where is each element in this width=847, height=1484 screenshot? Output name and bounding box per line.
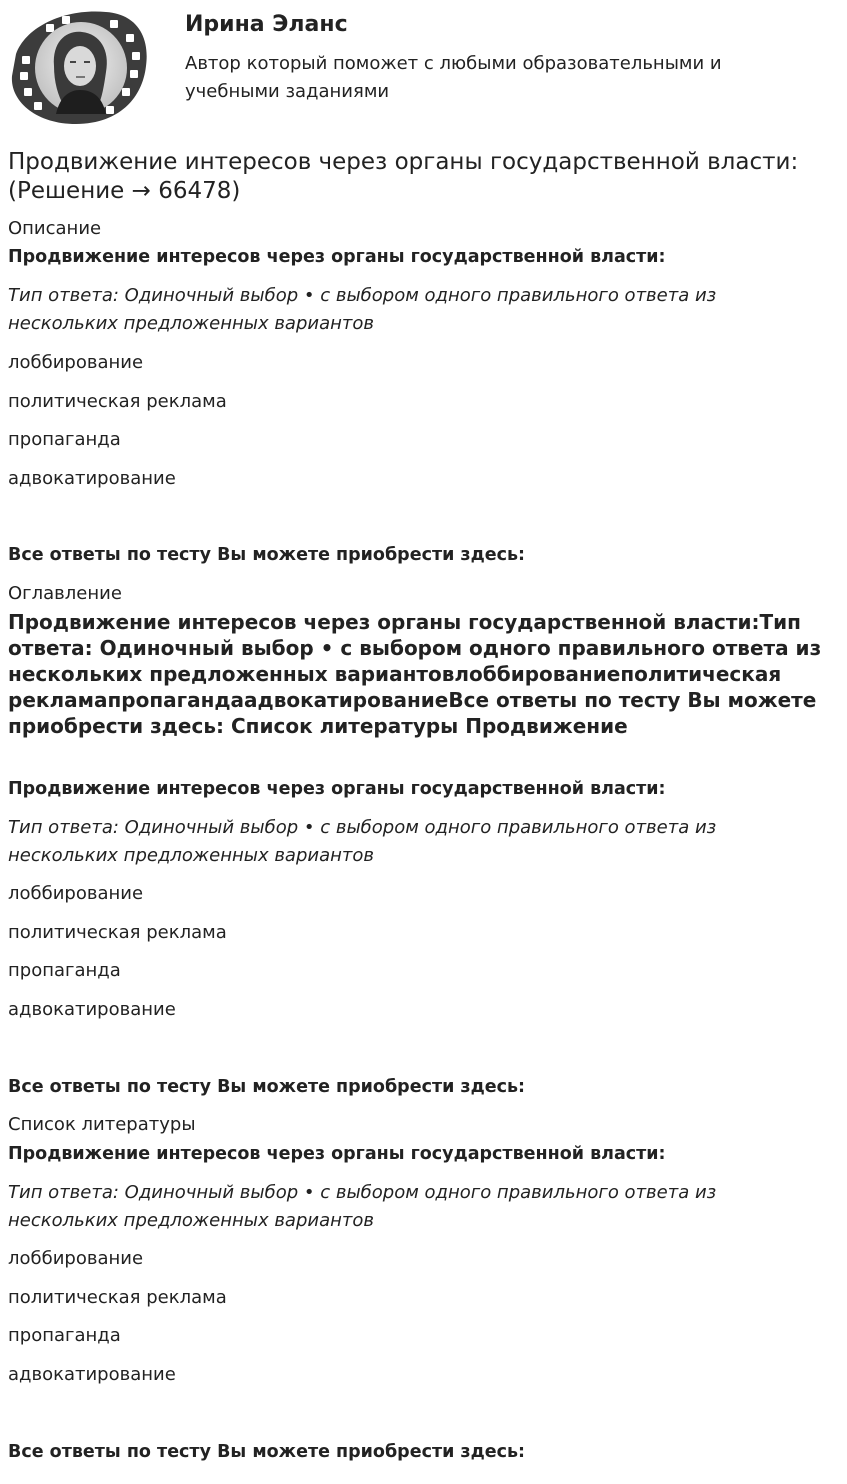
buy-answers-text[interactable]: Все ответы по тесту Вы можете приобрести здесь: [8, 1077, 526, 1097]
option-item: лоббирование [8, 1248, 144, 1269]
options-list [8, 882, 227, 1036]
option-item: пропаганда [8, 429, 121, 450]
options-list [8, 1247, 227, 1401]
question-title: Продвижение интересов через органы государственной власти: [8, 779, 666, 799]
option-item: политическая реклама [8, 390, 227, 412]
question-title: Продвижение интересов через органы государственной власти: [8, 1144, 666, 1164]
answer-type-text: Тип ответа: Одиночный выбор • с выбором одного правильного ответа из нескольких предложенных вариантов [8, 285, 717, 334]
options-list [8, 351, 227, 505]
answer-type-text: Тип ответа: Одиночный выбор • с выбором одного правильного ответа из нескольких предложенных вариантов [8, 1182, 717, 1231]
buy-answers-text[interactable]: Все ответы по тесту Вы можете приобрести здесь: [8, 545, 526, 565]
question-title: Продвижение интересов через органы государственной власти: [8, 247, 666, 267]
author-name[interactable]: Ирина Эланс [185, 12, 348, 37]
option-item: лоббирование [8, 352, 144, 373]
author-description: Автор который поможет с любыми образовательными и учебными заданиями [185, 53, 722, 102]
avatar-film-frame-icon [6, 6, 152, 128]
section-label-toc: Оглавление [8, 583, 122, 604]
author-avatar [6, 6, 152, 128]
option-item: адвокатирование [8, 467, 176, 489]
option-item: пропаганда [8, 960, 121, 981]
toc-text: Продвижение интересов через органы государственной власти:Тип ответа: Одиночный выбор • с выбором одного правильного ответа из нескольких предложенных вариантовлоббированиеполитическая рекламапропагандаадвокатированиеВсе ответы по тесту Вы можете приобрести здесь: Список литературы Продвижение [8, 610, 822, 738]
option-item: политическая реклама [8, 921, 227, 943]
option-item: лоббирование [8, 883, 144, 904]
section-label-description: Описание [8, 218, 102, 239]
page-title: Продвижение интересов через органы государственной власти: (Решение → 66478) [8, 149, 799, 204]
option-item: пропаганда [8, 1325, 121, 1346]
section-label-literature: Список литературы [8, 1114, 196, 1135]
answer-type-text: Тип ответа: Одиночный выбор • с выбором одного правильного ответа из нескольких предложенных вариантов [8, 817, 717, 866]
option-item: адвокатирование [8, 998, 176, 1020]
option-item: адвокатирование [8, 1363, 176, 1385]
option-item: политическая реклама [8, 1286, 227, 1308]
buy-answers-text[interactable]: Все ответы по тесту Вы можете приобрести здесь: [8, 1442, 526, 1462]
